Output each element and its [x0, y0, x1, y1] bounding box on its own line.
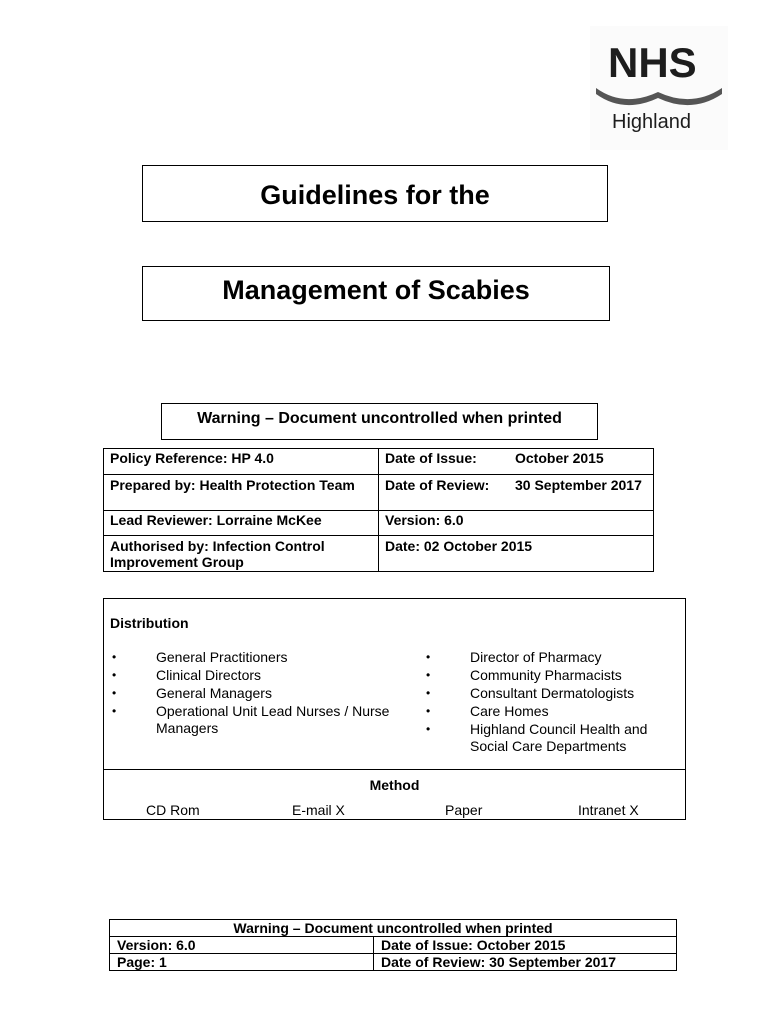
- lead-reviewer: Lead Reviewer: Lorraine McKee: [104, 511, 379, 536]
- footer-date-of-review: Date of Review: 30 September 2017: [374, 954, 677, 971]
- footer-warning: Warning – Document uncontrolled when printed: [110, 920, 677, 937]
- footer-version: Version: 6.0: [110, 937, 374, 954]
- date-of-issue-value: October 2015: [515, 450, 604, 466]
- logo-highland-text: Highland: [612, 111, 691, 133]
- list-item: • General Practitioners: [112, 649, 288, 665]
- date-of-review-cell: [379, 475, 654, 511]
- warning-banner: Warning – Document uncontrolled when printed: [161, 403, 598, 440]
- method-email: E-mail X: [292, 802, 345, 818]
- bullet-icon: •: [112, 668, 117, 682]
- list-item: • Clinical Directors: [112, 667, 262, 683]
- bullet-icon: •: [112, 686, 117, 700]
- date-of-review-label: Date of Review:: [385, 477, 490, 493]
- bullet-icon: •: [426, 650, 431, 664]
- distribution-list-right: [424, 649, 684, 756]
- prepared-by: Prepared by: Health Protection Team: [104, 475, 379, 511]
- table-row: [110, 954, 677, 971]
- date-of-issue-cell: [379, 449, 654, 475]
- date-of-issue-label: Date of Issue:: [385, 450, 477, 466]
- document-info-table: [103, 448, 654, 572]
- policy-reference: Policy Reference: HP 4.0: [104, 449, 379, 475]
- footer-table: [109, 919, 677, 971]
- list-item: • Highland Council Health and Social Care Departments: [426, 721, 648, 754]
- date-of-review-value: 30 September 2017: [515, 477, 642, 493]
- table-row: [104, 475, 654, 511]
- nhs-highland-logo: [590, 26, 728, 150]
- title-line-2: Management of Scabies: [142, 266, 610, 321]
- footer-page: Page: 1: [110, 954, 374, 971]
- logo-swoosh-icon: [594, 82, 724, 110]
- table-row: [104, 536, 654, 572]
- list-item: • Care Homes: [426, 703, 549, 719]
- list-item: • Community Pharmacists: [426, 667, 622, 683]
- method-title: Method: [369, 777, 420, 793]
- bullet-icon: •: [426, 686, 431, 700]
- table-row: [110, 920, 677, 937]
- bullet-icon: •: [426, 704, 431, 718]
- title-line-1: Guidelines for the: [142, 165, 608, 222]
- method-cd-rom: CD Rom: [146, 802, 200, 818]
- list-item: • Director of Pharmacy: [426, 649, 602, 665]
- logo-nhs-text: NHS: [608, 39, 697, 86]
- list-item: • Consultant Dermatologists: [426, 685, 635, 701]
- table-row: [104, 511, 654, 536]
- distribution-box: [103, 598, 686, 820]
- bullet-icon: •: [112, 650, 117, 664]
- distribution-list-left: [110, 649, 400, 738]
- bullet-icon: •: [112, 704, 117, 718]
- bullet-icon: •: [426, 668, 431, 682]
- authorised-by: Authorised by: Infection Control Improvement Group: [104, 536, 379, 572]
- method-divider: [104, 769, 685, 770]
- table-row: [110, 937, 677, 954]
- version: Version: 6.0: [379, 511, 654, 536]
- list-item: • General Managers: [112, 685, 272, 701]
- footer-date-of-issue: Date of Issue: October 2015: [374, 937, 677, 954]
- method-paper: Paper: [445, 802, 483, 818]
- distribution-title: Distribution: [110, 615, 189, 631]
- table-row: [104, 449, 654, 475]
- method-intranet: Intranet X: [578, 802, 639, 818]
- bullet-icon: •: [426, 722, 431, 736]
- authorised-date: Date: 02 October 2015: [379, 536, 654, 572]
- list-item: • Operational Unit Lead Nurses / Nurse Managers: [112, 703, 390, 736]
